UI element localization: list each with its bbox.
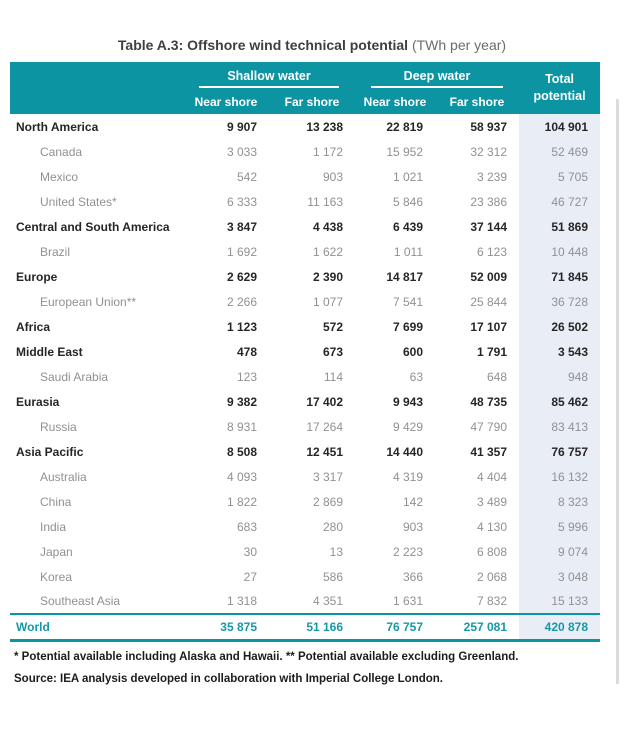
total-cell: 51 869 [519, 214, 600, 239]
total-cell: 16 132 [519, 464, 600, 489]
table-row [10, 539, 600, 564]
value-cell: 9 943 [355, 389, 435, 414]
value-cell: 22 819 [355, 114, 435, 139]
value-cell: 14 440 [355, 439, 435, 464]
value-cell: 366 [355, 564, 435, 589]
table-row [10, 339, 600, 364]
table-title-bold: Table A.3: Offshore wind technical potential [117, 37, 409, 53]
footnotes [14, 651, 624, 685]
total-cell: 5 705 [519, 164, 600, 189]
value-cell: 4 130 [435, 514, 519, 539]
value-cell: 903 [269, 164, 355, 189]
world-row [10, 614, 600, 640]
value-cell: 6 808 [435, 539, 519, 564]
value-cell: 1 077 [269, 289, 355, 314]
table-row [10, 589, 600, 614]
shallow-water-underline [199, 86, 339, 88]
total-cell: 46 727 [519, 189, 600, 214]
value-cell: 572 [269, 314, 355, 339]
row-label: China [10, 489, 183, 514]
value-cell: 63 [355, 364, 435, 389]
shallow-water-label: Shallow water [227, 68, 311, 83]
value-cell: 2 223 [355, 539, 435, 564]
header-shallow-near-shore: Near shore [183, 89, 269, 114]
world-total-value: 420 878 [519, 614, 600, 640]
value-cell: 41 357 [435, 439, 519, 464]
value-cell: 23 386 [435, 189, 519, 214]
table-row [10, 289, 600, 314]
total-cell: 3 048 [519, 564, 600, 589]
total-cell: 83 413 [519, 414, 600, 439]
value-cell: 648 [435, 364, 519, 389]
table-row [10, 264, 600, 289]
value-cell: 9 429 [355, 414, 435, 439]
header-empty-corner-2 [10, 89, 183, 114]
total-cell: 104 901 [519, 114, 600, 139]
value-cell: 25 844 [435, 289, 519, 314]
table-row [10, 189, 600, 214]
row-label: Southeast Asia [10, 589, 183, 614]
total-cell: 26 502 [519, 314, 600, 339]
row-label: North America [10, 114, 183, 139]
page-title [0, 37, 624, 53]
value-cell: 13 [269, 539, 355, 564]
row-label: Asia Pacific [10, 439, 183, 464]
value-cell: 114 [269, 364, 355, 389]
value-cell: 52 009 [435, 264, 519, 289]
header-total-potential: Total potential [519, 62, 600, 114]
row-label: Central and South America [10, 214, 183, 239]
total-cell: 9 074 [519, 539, 600, 564]
world-row-label: World [10, 614, 183, 640]
page-edge-artifact [616, 99, 619, 684]
value-cell: 4 319 [355, 464, 435, 489]
total-cell: 15 133 [519, 589, 600, 614]
row-label: Russia [10, 414, 183, 439]
value-cell: 32 312 [435, 139, 519, 164]
total-cell: 5 996 [519, 514, 600, 539]
table-footer [10, 614, 600, 640]
row-label: Mexico [10, 164, 183, 189]
value-cell: 903 [355, 514, 435, 539]
value-cell: 1 692 [183, 239, 269, 264]
value-cell: 3 033 [183, 139, 269, 164]
deep-water-underline [371, 86, 503, 88]
value-cell: 27 [183, 564, 269, 589]
table-row [10, 364, 600, 389]
deep-water-label: Deep water [403, 68, 471, 83]
value-cell: 3 317 [269, 464, 355, 489]
header-empty-corner [10, 62, 183, 89]
table-row [10, 514, 600, 539]
total-cell: 76 757 [519, 439, 600, 464]
total-cell: 10 448 [519, 239, 600, 264]
table-row [10, 389, 600, 414]
header-group-deep-water [355, 62, 519, 89]
value-cell: 1 318 [183, 589, 269, 614]
value-cell: 15 952 [355, 139, 435, 164]
table-body [10, 114, 600, 614]
table-row [10, 114, 600, 139]
value-cell: 7 699 [355, 314, 435, 339]
table-row [10, 439, 600, 464]
value-cell: 1 622 [269, 239, 355, 264]
value-cell: 4 438 [269, 214, 355, 239]
value-cell: 1 011 [355, 239, 435, 264]
row-label: United States* [10, 189, 183, 214]
value-cell: 47 790 [435, 414, 519, 439]
row-label: Korea [10, 564, 183, 589]
value-cell: 1 791 [435, 339, 519, 364]
row-label: Saudi Arabia [10, 364, 183, 389]
value-cell: 683 [183, 514, 269, 539]
table-row [10, 239, 600, 264]
total-cell: 8 323 [519, 489, 600, 514]
table-row [10, 489, 600, 514]
value-cell: 11 163 [269, 189, 355, 214]
value-cell: 142 [355, 489, 435, 514]
total-cell: 948 [519, 364, 600, 389]
offshore-wind-potential-table [10, 62, 600, 642]
value-cell: 280 [269, 514, 355, 539]
header-group-shallow-water [183, 62, 355, 89]
table-row [10, 464, 600, 489]
row-label: Canada [10, 139, 183, 164]
value-cell: 5 846 [355, 189, 435, 214]
value-cell: 30 [183, 539, 269, 564]
total-cell: 85 462 [519, 389, 600, 414]
value-cell: 478 [183, 339, 269, 364]
value-cell: 6 439 [355, 214, 435, 239]
value-cell: 37 144 [435, 214, 519, 239]
value-cell: 13 238 [269, 114, 355, 139]
value-cell: 3 489 [435, 489, 519, 514]
row-label: Eurasia [10, 389, 183, 414]
value-cell: 58 937 [435, 114, 519, 139]
value-cell: 14 817 [355, 264, 435, 289]
header-deep-far-shore: Far shore [435, 89, 519, 114]
row-label: Brazil [10, 239, 183, 264]
footnote-asterisks: * Potential available including Alaska and Hawaii. ** Potential available excluding Greenland. [14, 650, 519, 663]
value-cell: 2 869 [269, 489, 355, 514]
table-title-unit: (TWh per year) [411, 37, 507, 53]
table-header [10, 62, 600, 114]
value-cell: 4 351 [269, 589, 355, 614]
value-cell: 586 [269, 564, 355, 589]
value-cell: 8 508 [183, 439, 269, 464]
value-cell: 1 822 [183, 489, 269, 514]
table-row [10, 139, 600, 164]
row-label: India [10, 514, 183, 539]
value-cell: 6 123 [435, 239, 519, 264]
world-shallow-near-value: 35 875 [183, 614, 269, 640]
value-cell: 1 172 [269, 139, 355, 164]
value-cell: 3 239 [435, 164, 519, 189]
total-cell: 52 469 [519, 139, 600, 164]
value-cell: 123 [183, 364, 269, 389]
value-cell: 542 [183, 164, 269, 189]
value-cell: 4 093 [183, 464, 269, 489]
value-cell: 673 [269, 339, 355, 364]
row-label: Africa [10, 314, 183, 339]
value-cell: 48 735 [435, 389, 519, 414]
total-cell: 36 728 [519, 289, 600, 314]
value-cell: 9 382 [183, 389, 269, 414]
value-cell: 7 541 [355, 289, 435, 314]
value-cell: 8 931 [183, 414, 269, 439]
table-row [10, 564, 600, 589]
value-cell: 12 451 [269, 439, 355, 464]
table-row [10, 214, 600, 239]
value-cell: 4 404 [435, 464, 519, 489]
total-cell: 3 543 [519, 339, 600, 364]
header-deep-near-shore: Near shore [355, 89, 435, 114]
row-label: Australia [10, 464, 183, 489]
total-cell: 71 845 [519, 264, 600, 289]
value-cell: 17 264 [269, 414, 355, 439]
value-cell: 1 021 [355, 164, 435, 189]
table-row [10, 314, 600, 339]
value-cell: 2 390 [269, 264, 355, 289]
header-shallow-far-shore: Far shore [269, 89, 355, 114]
row-label: Europe [10, 264, 183, 289]
value-cell: 9 907 [183, 114, 269, 139]
value-cell: 1 631 [355, 589, 435, 614]
row-label: Middle East [10, 339, 183, 364]
value-cell: 17 107 [435, 314, 519, 339]
value-cell: 2 629 [183, 264, 269, 289]
value-cell: 2 068 [435, 564, 519, 589]
value-cell: 600 [355, 339, 435, 364]
value-cell: 1 123 [183, 314, 269, 339]
value-cell: 6 333 [183, 189, 269, 214]
table-row [10, 164, 600, 189]
value-cell: 17 402 [269, 389, 355, 414]
row-label: European Union** [10, 289, 183, 314]
world-deep-far-value: 257 081 [435, 614, 519, 640]
world-shallow-far-value: 51 166 [269, 614, 355, 640]
footnote-source: Source: IEA analysis developed in collaboration with Imperial College London. [14, 672, 443, 685]
value-cell: 2 266 [183, 289, 269, 314]
world-deep-near-value: 76 757 [355, 614, 435, 640]
value-cell: 3 847 [183, 214, 269, 239]
table-row [10, 414, 600, 439]
row-label: Japan [10, 539, 183, 564]
value-cell: 7 832 [435, 589, 519, 614]
